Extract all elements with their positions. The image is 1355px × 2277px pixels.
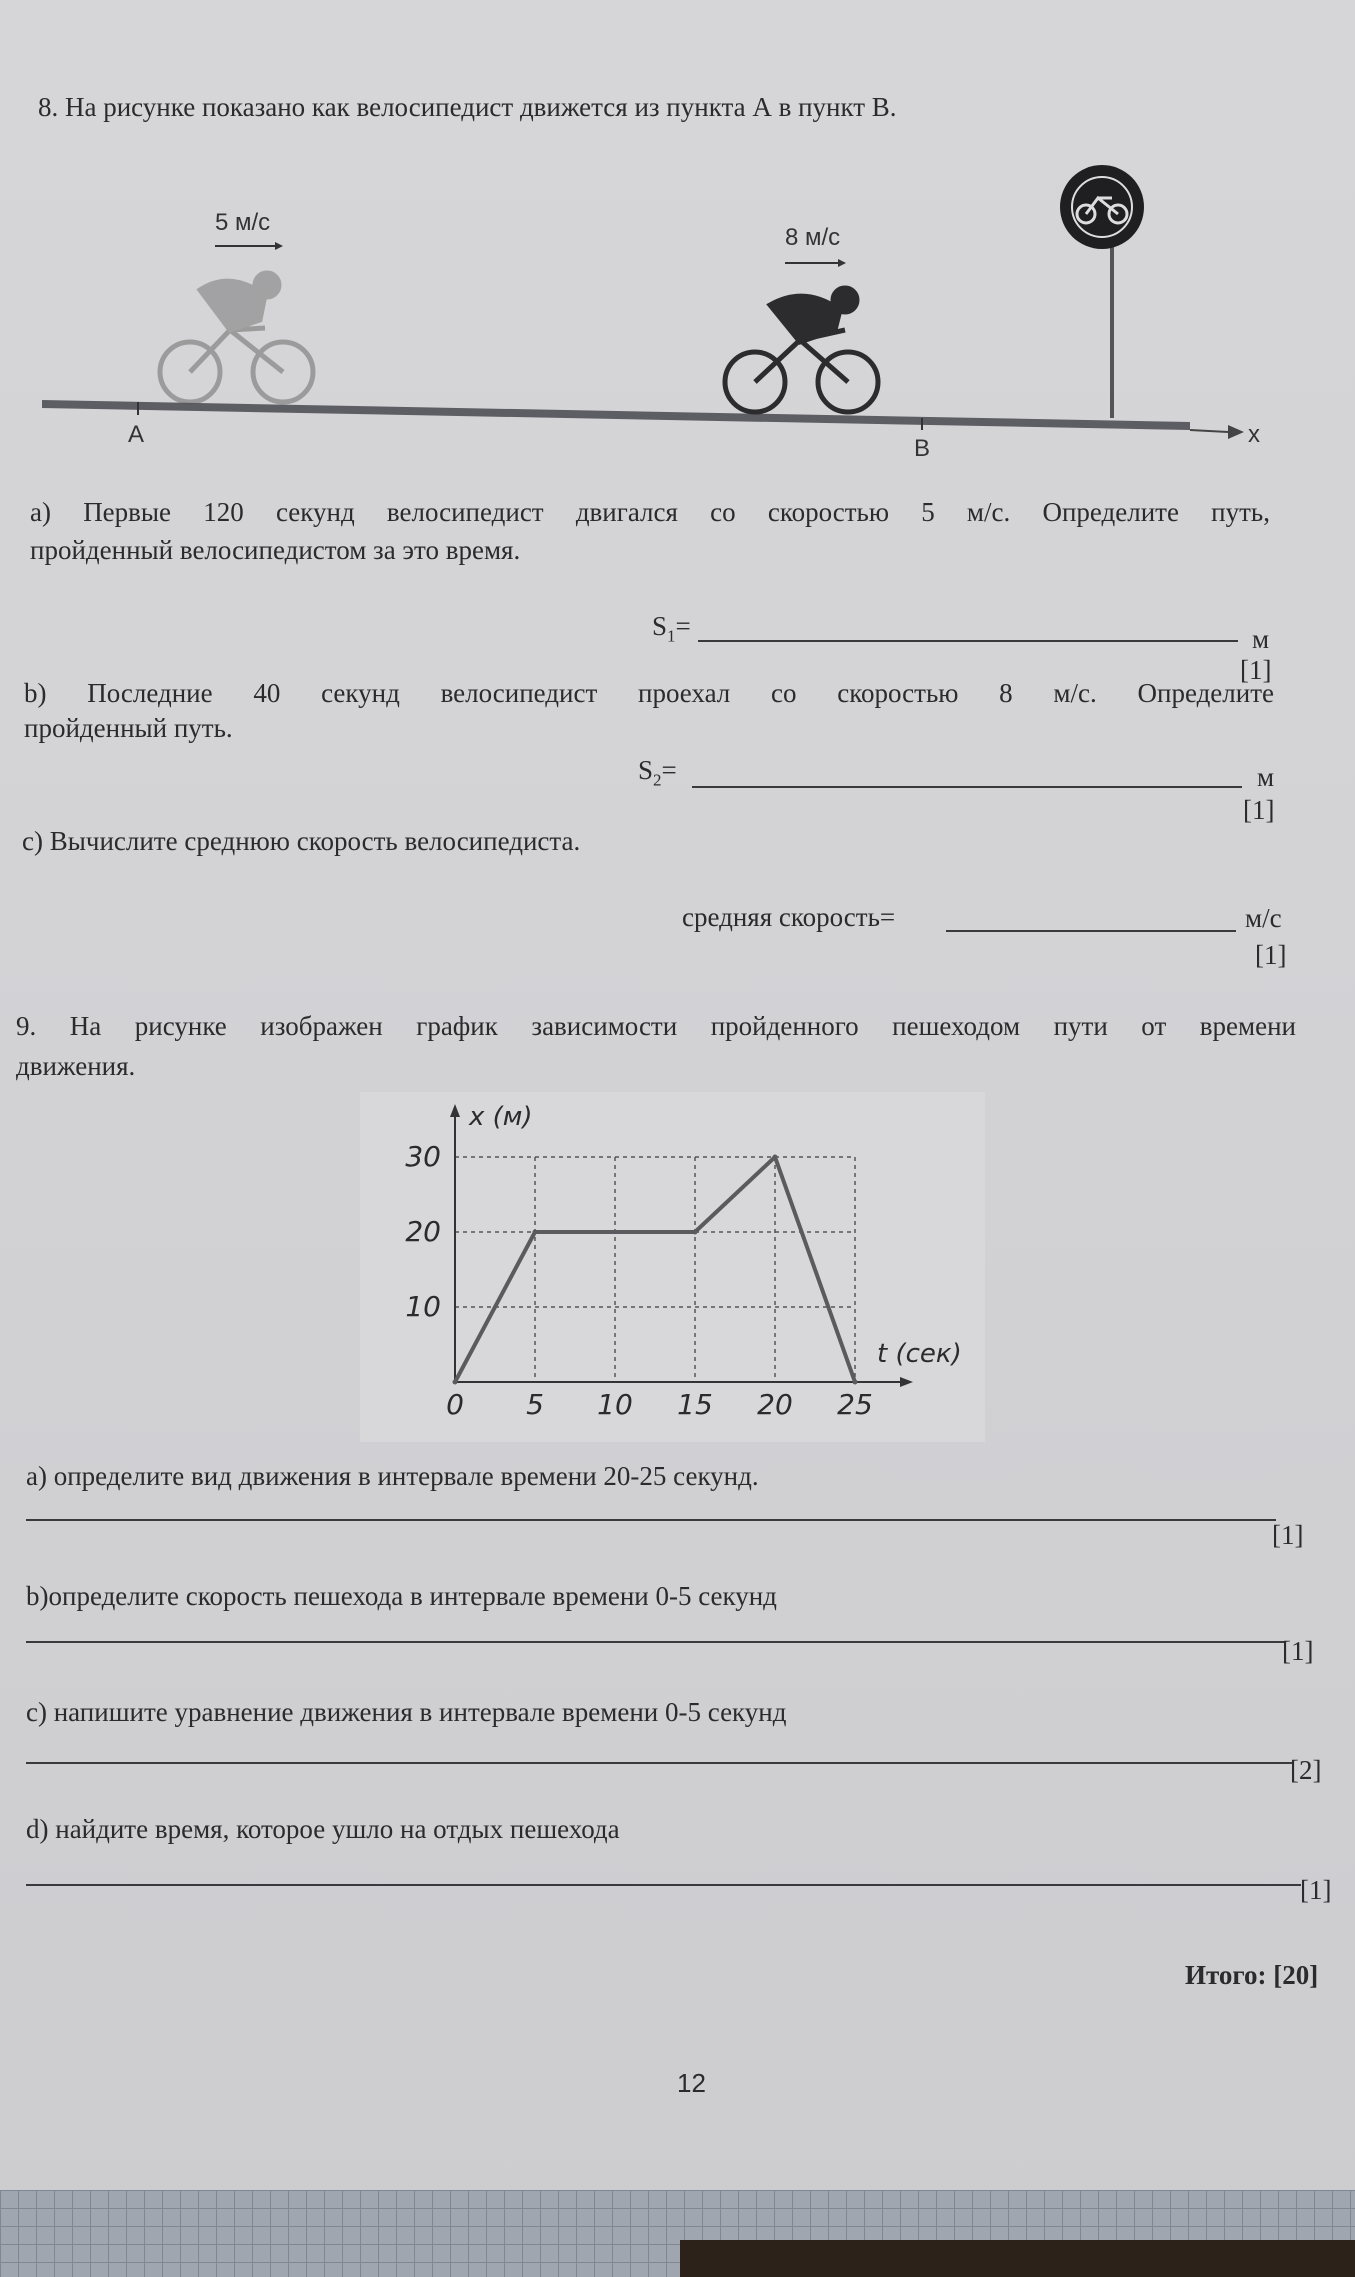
q9-b-text: b)определите скорость пешехода в интервале времени 0-5 секунд (26, 1581, 777, 1611)
speed-1-label: 5 м/с (215, 209, 271, 236)
point-a-label: A (128, 421, 145, 448)
total-score: Итого: [20] (1185, 1960, 1319, 1990)
y-axis-arrow (450, 1104, 460, 1117)
data-point (453, 1380, 458, 1385)
s1-label: $S_1=$ (652, 611, 691, 646)
s2-mark: [1] (1243, 795, 1275, 825)
x-axis-line (1190, 430, 1228, 432)
data-point (533, 1230, 538, 1235)
cyclist-1-icon (160, 273, 313, 402)
x-axis-arrow (1228, 425, 1244, 439)
x-tick-label: 10 (597, 1388, 633, 1421)
data-point (773, 1155, 778, 1160)
point-b-label: B (914, 435, 931, 462)
desk-surface (680, 2240, 1355, 2277)
cyclist-figure (30, 160, 1290, 470)
avg-speed-answer-field[interactable] (946, 930, 1236, 932)
q8-b-line2: пройденный путь. (24, 713, 233, 743)
avg-speed-mark: [1] (1255, 940, 1287, 970)
q9-b-mark: [1] (1282, 1636, 1314, 1666)
q9-c-answer-field[interactable] (26, 1762, 1294, 1764)
bicycle-road-sign-icon (1060, 165, 1144, 249)
q9-b-answer-field[interactable] (26, 1641, 1286, 1643)
cyclist-2-icon (725, 288, 878, 412)
q8-b-line1: b) Последние 40 секунд велосипедист проехал со скоростью 8 м/с. Определите (24, 678, 1274, 708)
q8-a-line1: a) Первые 120 секунд велосипедист двигался со скоростью 5 м/с. Определите путь, (30, 497, 1270, 527)
q9-a-answer-field[interactable] (26, 1519, 1276, 1521)
chart-card (360, 1092, 985, 1442)
avg-speed-label: средняя скорость= (682, 902, 896, 932)
distance-time-chart (360, 1092, 985, 1442)
page-number: 12 (677, 2068, 706, 2098)
data-point (853, 1380, 858, 1385)
avg-speed-unit: м/с (1245, 903, 1282, 933)
y-tick-label: 10 (405, 1290, 441, 1323)
q8-title: 8. На рисунке показано как велосипедист движется из пункта А в пункт В. (38, 92, 897, 122)
q9-a-mark: [1] (1272, 1520, 1304, 1550)
x-tick-label: 5 (526, 1388, 544, 1421)
s2-unit: м (1257, 762, 1275, 792)
y-tick-label: 20 (405, 1215, 441, 1248)
x-axis-label: x (1248, 421, 1260, 448)
speed-2-label: 8 м/с (785, 224, 841, 251)
q9-title-line1: 9. На рисунке изображен график зависимости пройденного пешеходом пути от времени (16, 1011, 1296, 1041)
s2-label: $S_2=$ (638, 755, 677, 790)
q9-d-answer-field[interactable] (26, 1884, 1301, 1886)
series-line (455, 1157, 855, 1382)
s1-mark: [1] (1240, 655, 1272, 685)
data-point (693, 1230, 698, 1235)
x-tick-label: 15 (677, 1388, 713, 1421)
q9-a-text: a) определите вид движения в интервале времени 20-25 секунд. (26, 1461, 759, 1491)
x-tick-label: 0 (446, 1388, 464, 1421)
q9-d-mark: [1] (1300, 1875, 1332, 1905)
x-tick-label: 25 (837, 1388, 873, 1421)
x-axis-arrow (900, 1377, 913, 1387)
x-axis-label: t (сек) (877, 1339, 962, 1369)
y-axis-label: x (м) (469, 1102, 533, 1132)
q9-c-text: c) напишите уравнение движения в интервале времени 0-5 секунд (26, 1697, 787, 1727)
s1-unit: м (1252, 624, 1270, 654)
q9-d-text: d) найдите время, которое ушло на отдых пешехода (26, 1814, 620, 1844)
road (42, 400, 1190, 430)
q9-title-line2: движения. (16, 1051, 136, 1081)
s1-answer-field[interactable] (698, 640, 1238, 642)
y-tick-label: 30 (405, 1140, 441, 1173)
x-tick-label: 20 (757, 1388, 793, 1421)
q9-c-mark: [2] (1290, 1755, 1322, 1785)
s2-answer-field[interactable] (692, 786, 1242, 788)
q8-a-line2: пройденный велосипедистом за это время. (30, 535, 521, 565)
q8-c-line: c) Вычислите среднюю скорость велосипедиста. (22, 826, 581, 856)
